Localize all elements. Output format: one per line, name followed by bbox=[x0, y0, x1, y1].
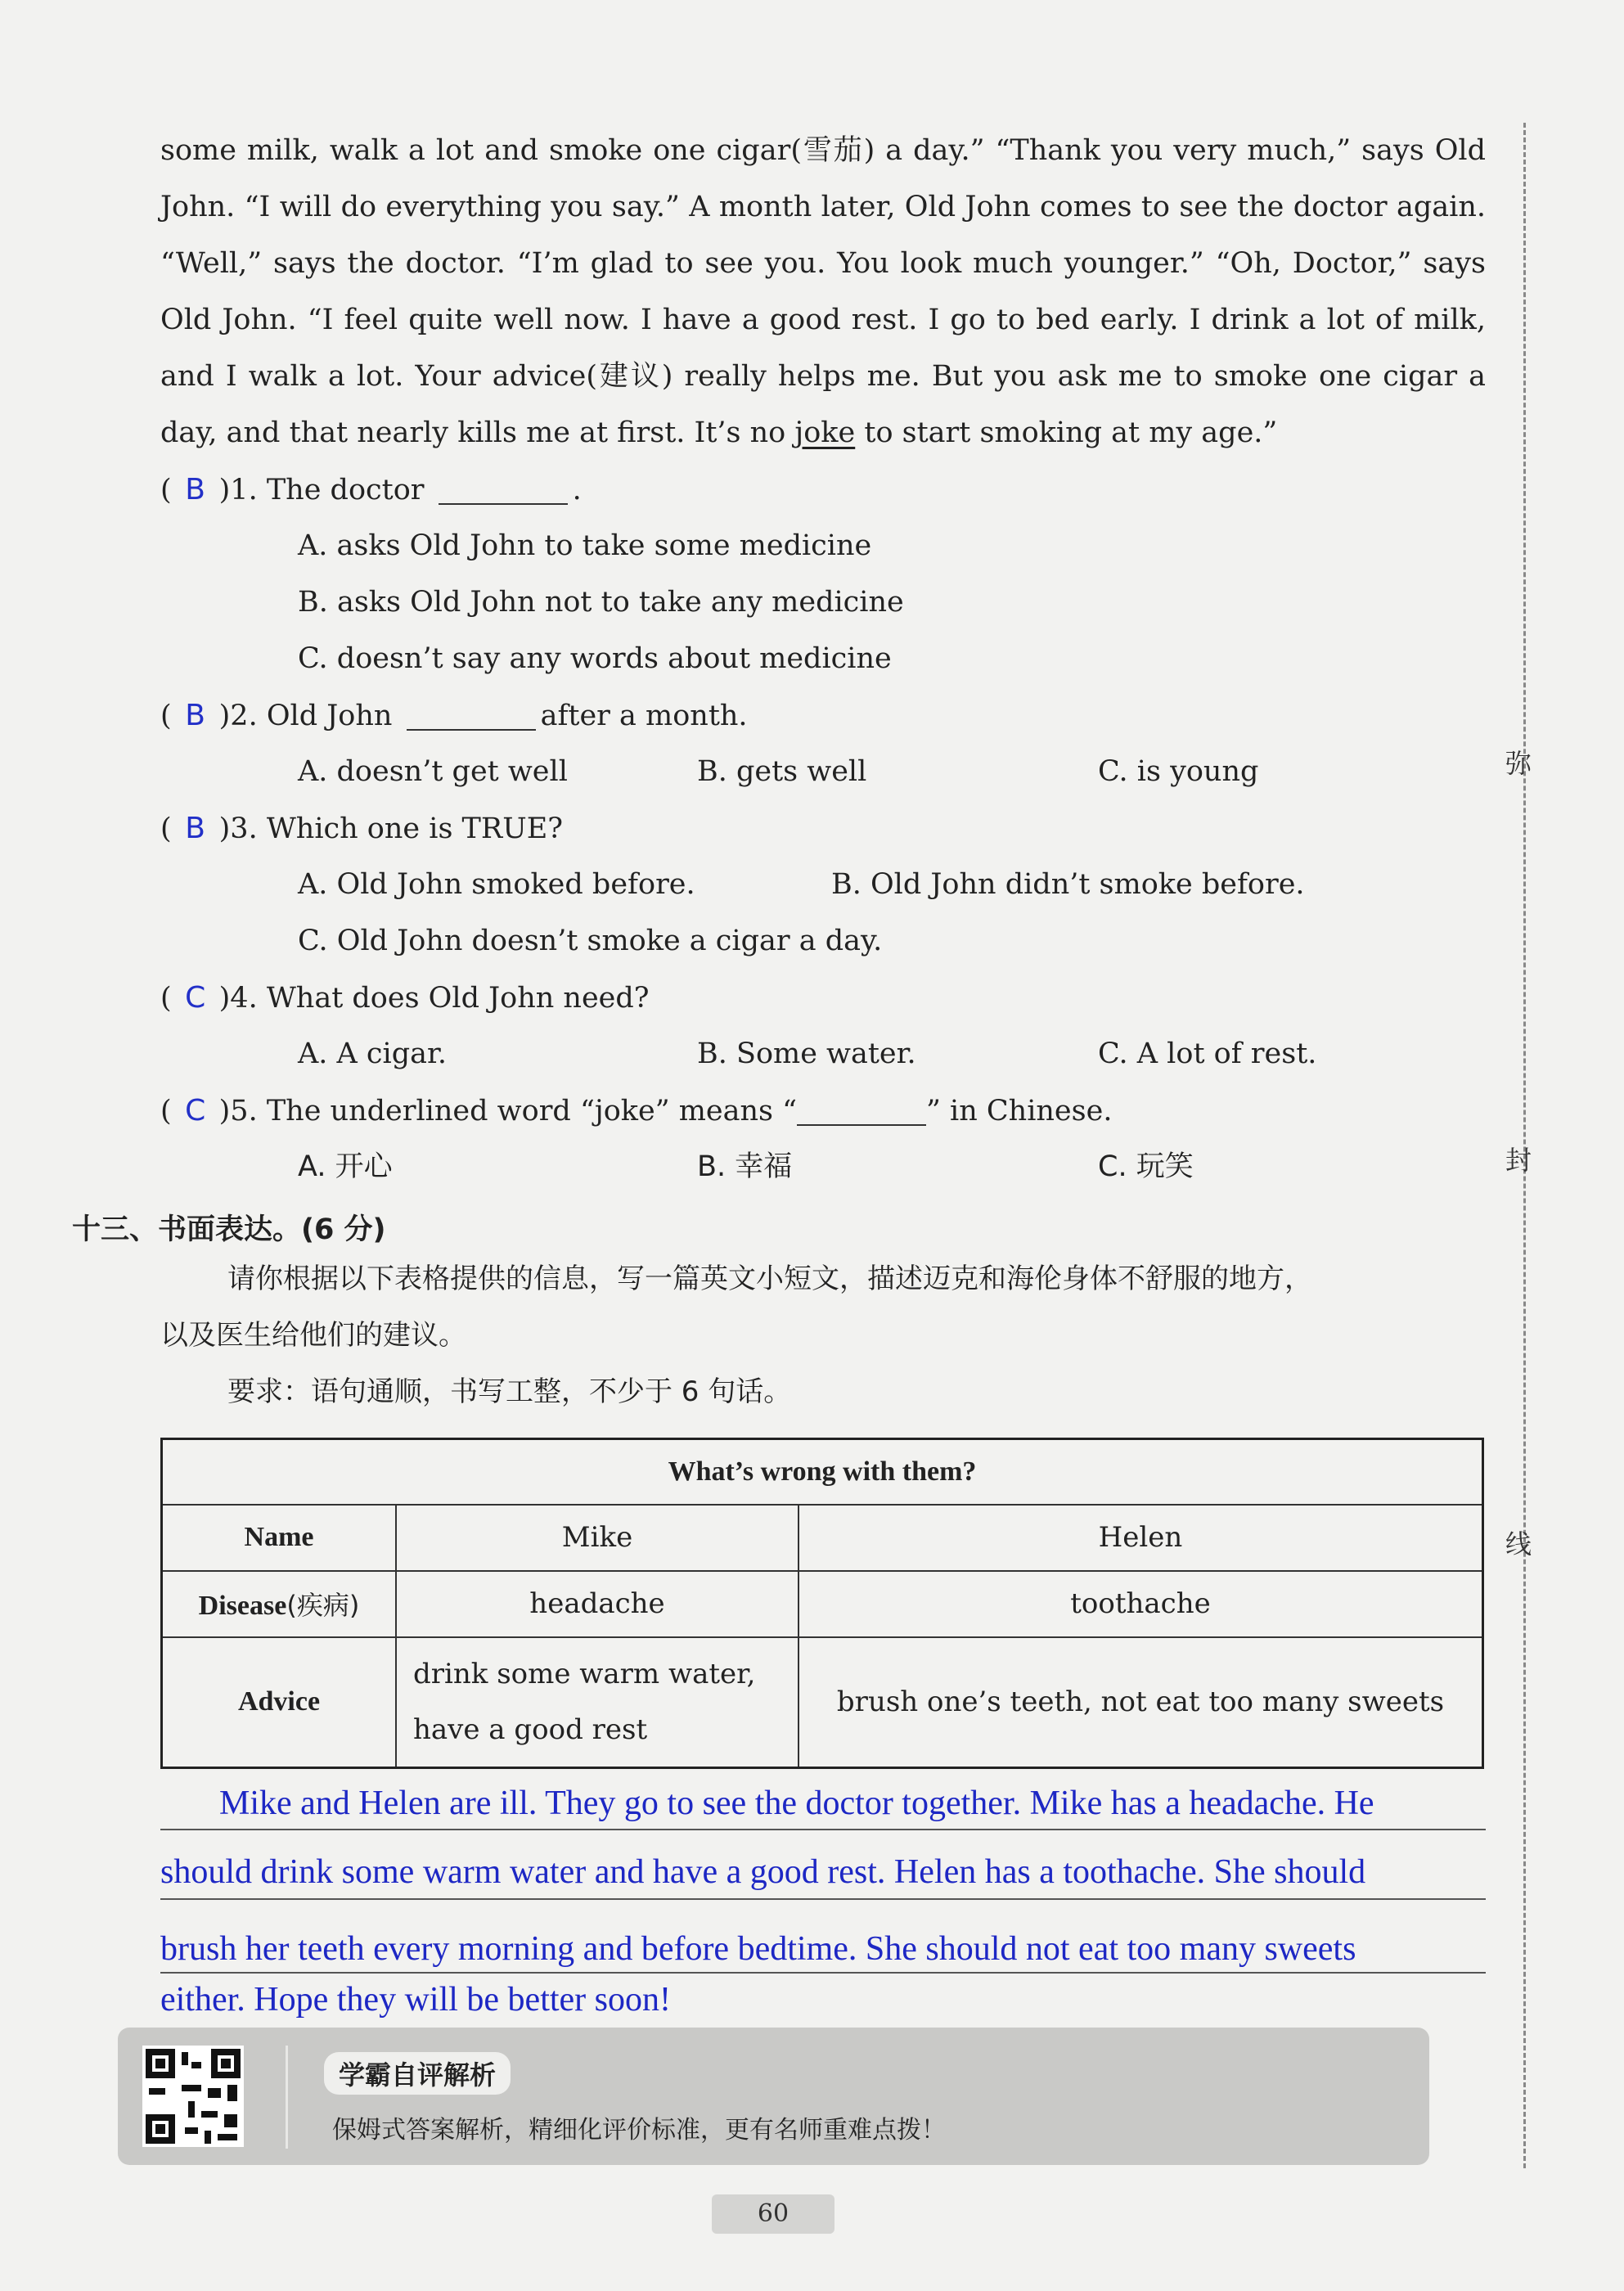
reading-passage bbox=[160, 123, 1486, 461]
option: A. Old John smoked before. bbox=[298, 868, 695, 901]
passage-line: day, and that nearly kills me at first. It’s no joke to start smoking at my age.” bbox=[160, 416, 1278, 449]
writing-line bbox=[160, 1829, 1486, 1830]
answer-mark: B bbox=[185, 812, 205, 845]
answer-text-line: should drink some warm water and have a good rest. Helen has a toothache. She should bbox=[160, 1853, 1366, 1891]
table-header: Advice bbox=[162, 1637, 397, 1768]
writing-line bbox=[160, 1898, 1486, 1900]
answer-mark: B bbox=[185, 699, 205, 732]
option: C. A lot of rest. bbox=[1098, 1037, 1317, 1070]
table-title: What’s wrong with them? bbox=[162, 1439, 1483, 1505]
option: B. Old John didn’t smoke before. bbox=[831, 868, 1305, 901]
option: B. Some water. bbox=[697, 1037, 916, 1070]
option: A. asks Old John to take some medicine bbox=[298, 529, 872, 562]
answer-text-line: Mike and Helen are ill. They go to see the doctor together. Mike has a headache. He bbox=[219, 1785, 1374, 1822]
passage-line: Old John. “I feel quite well now. I have a good rest. I go to bed early. I drink a lot of milk, bbox=[160, 304, 1486, 336]
answer-mark: C bbox=[185, 1094, 206, 1127]
margin-label: 弥 bbox=[1505, 748, 1532, 779]
option: C. Old John doesn’t smoke a cigar a day. bbox=[298, 925, 883, 957]
answer-text-line: either. Hope they will be better soon! bbox=[160, 1981, 671, 2019]
option: C. doesn’t say any words about medicine bbox=[298, 642, 892, 675]
question-2: ( B )2. Old John after a month. bbox=[160, 687, 748, 744]
section-heading: 十三、书面表达。(6 分) bbox=[72, 1213, 386, 1246]
table-cell: toothache bbox=[799, 1571, 1483, 1637]
instruction-text: 以及医生给他们的建议。 bbox=[160, 1319, 466, 1352]
option: A. doesn’t get well bbox=[298, 755, 568, 788]
underlined-word: joke bbox=[794, 416, 856, 449]
table-cell: Helen bbox=[799, 1505, 1483, 1571]
table-cell: drink some warm water, have a good rest bbox=[396, 1637, 799, 1768]
table-header: Name bbox=[162, 1505, 397, 1571]
fill-blank bbox=[407, 704, 536, 731]
fill-blank bbox=[439, 479, 568, 505]
option: C. is young bbox=[1098, 755, 1259, 788]
table-cell: Mike bbox=[396, 1505, 799, 1571]
option: C. 玩笑 bbox=[1098, 1150, 1194, 1183]
passage-line: some milk, walk a lot and smoke one cigar(雪茄) a day.” “Thank you very much,” says Old bbox=[160, 134, 1486, 167]
banner-text: 保姆式答案解析，精细化评价标准，更有名师重难点拨！ bbox=[332, 2116, 946, 2145]
divider bbox=[286, 2046, 288, 2149]
writing-line bbox=[160, 1972, 1486, 1974]
passage-line: John. “I will do everything you say.” A month later, Old John comes to see the doctor again. bbox=[160, 191, 1486, 223]
question-4: ( C )4. What does Old John need? bbox=[160, 970, 650, 1026]
passage-line: and I walk a lot. Your advice(建议) really helps me. But you ask me to smoke one cigar a bbox=[160, 360, 1486, 393]
page-number: 60 bbox=[712, 2194, 834, 2234]
qr-code-icon[interactable] bbox=[142, 2046, 244, 2147]
option: B. asks Old John not to take any medicine bbox=[298, 586, 904, 619]
margin-label: 线 bbox=[1505, 1528, 1532, 1560]
instruction-text: 请你根据以下表格提供的信息，写一篇英文小短文，描述迈克和海伦身体不舒服的地方， bbox=[227, 1263, 1312, 1295]
table-header: Disease(疾病) bbox=[162, 1571, 397, 1637]
question-1: ( B )1. The doctor . bbox=[160, 461, 582, 518]
option: B. 幸福 bbox=[697, 1150, 793, 1183]
banner-title: 学霸自评解析 bbox=[324, 2052, 511, 2095]
question-3: ( B )3. Which one is TRUE? bbox=[160, 800, 563, 857]
option: A. A cigar. bbox=[298, 1037, 448, 1070]
answer-mark: C bbox=[185, 981, 206, 1015]
option: B. gets well bbox=[697, 755, 867, 788]
info-table bbox=[160, 1438, 1484, 1769]
fill-blank bbox=[797, 1100, 926, 1126]
passage-line: “Well,” says the doctor. “I’m glad to see you. You look much younger.” “Oh, Doctor,” says bbox=[160, 247, 1486, 280]
question-5: ( C )5. The underlined word “joke” means “ ” in Chinese. bbox=[160, 1082, 1112, 1139]
table-cell: headache bbox=[396, 1571, 799, 1637]
answer-text-line: brush her teeth every morning and before bedtime. She should not eat too many sweets bbox=[160, 1930, 1356, 1968]
answer-mark: B bbox=[185, 473, 205, 506]
analysis-banner bbox=[118, 2028, 1429, 2165]
option: A. 开心 bbox=[298, 1150, 393, 1183]
table-cell: brush one’s teeth, not eat too many sweets bbox=[799, 1637, 1483, 1768]
requirement-text: 要求：语句通顺，书写工整，不少于 6 句话。 bbox=[227, 1375, 792, 1408]
margin-label: 封 bbox=[1505, 1145, 1532, 1176]
